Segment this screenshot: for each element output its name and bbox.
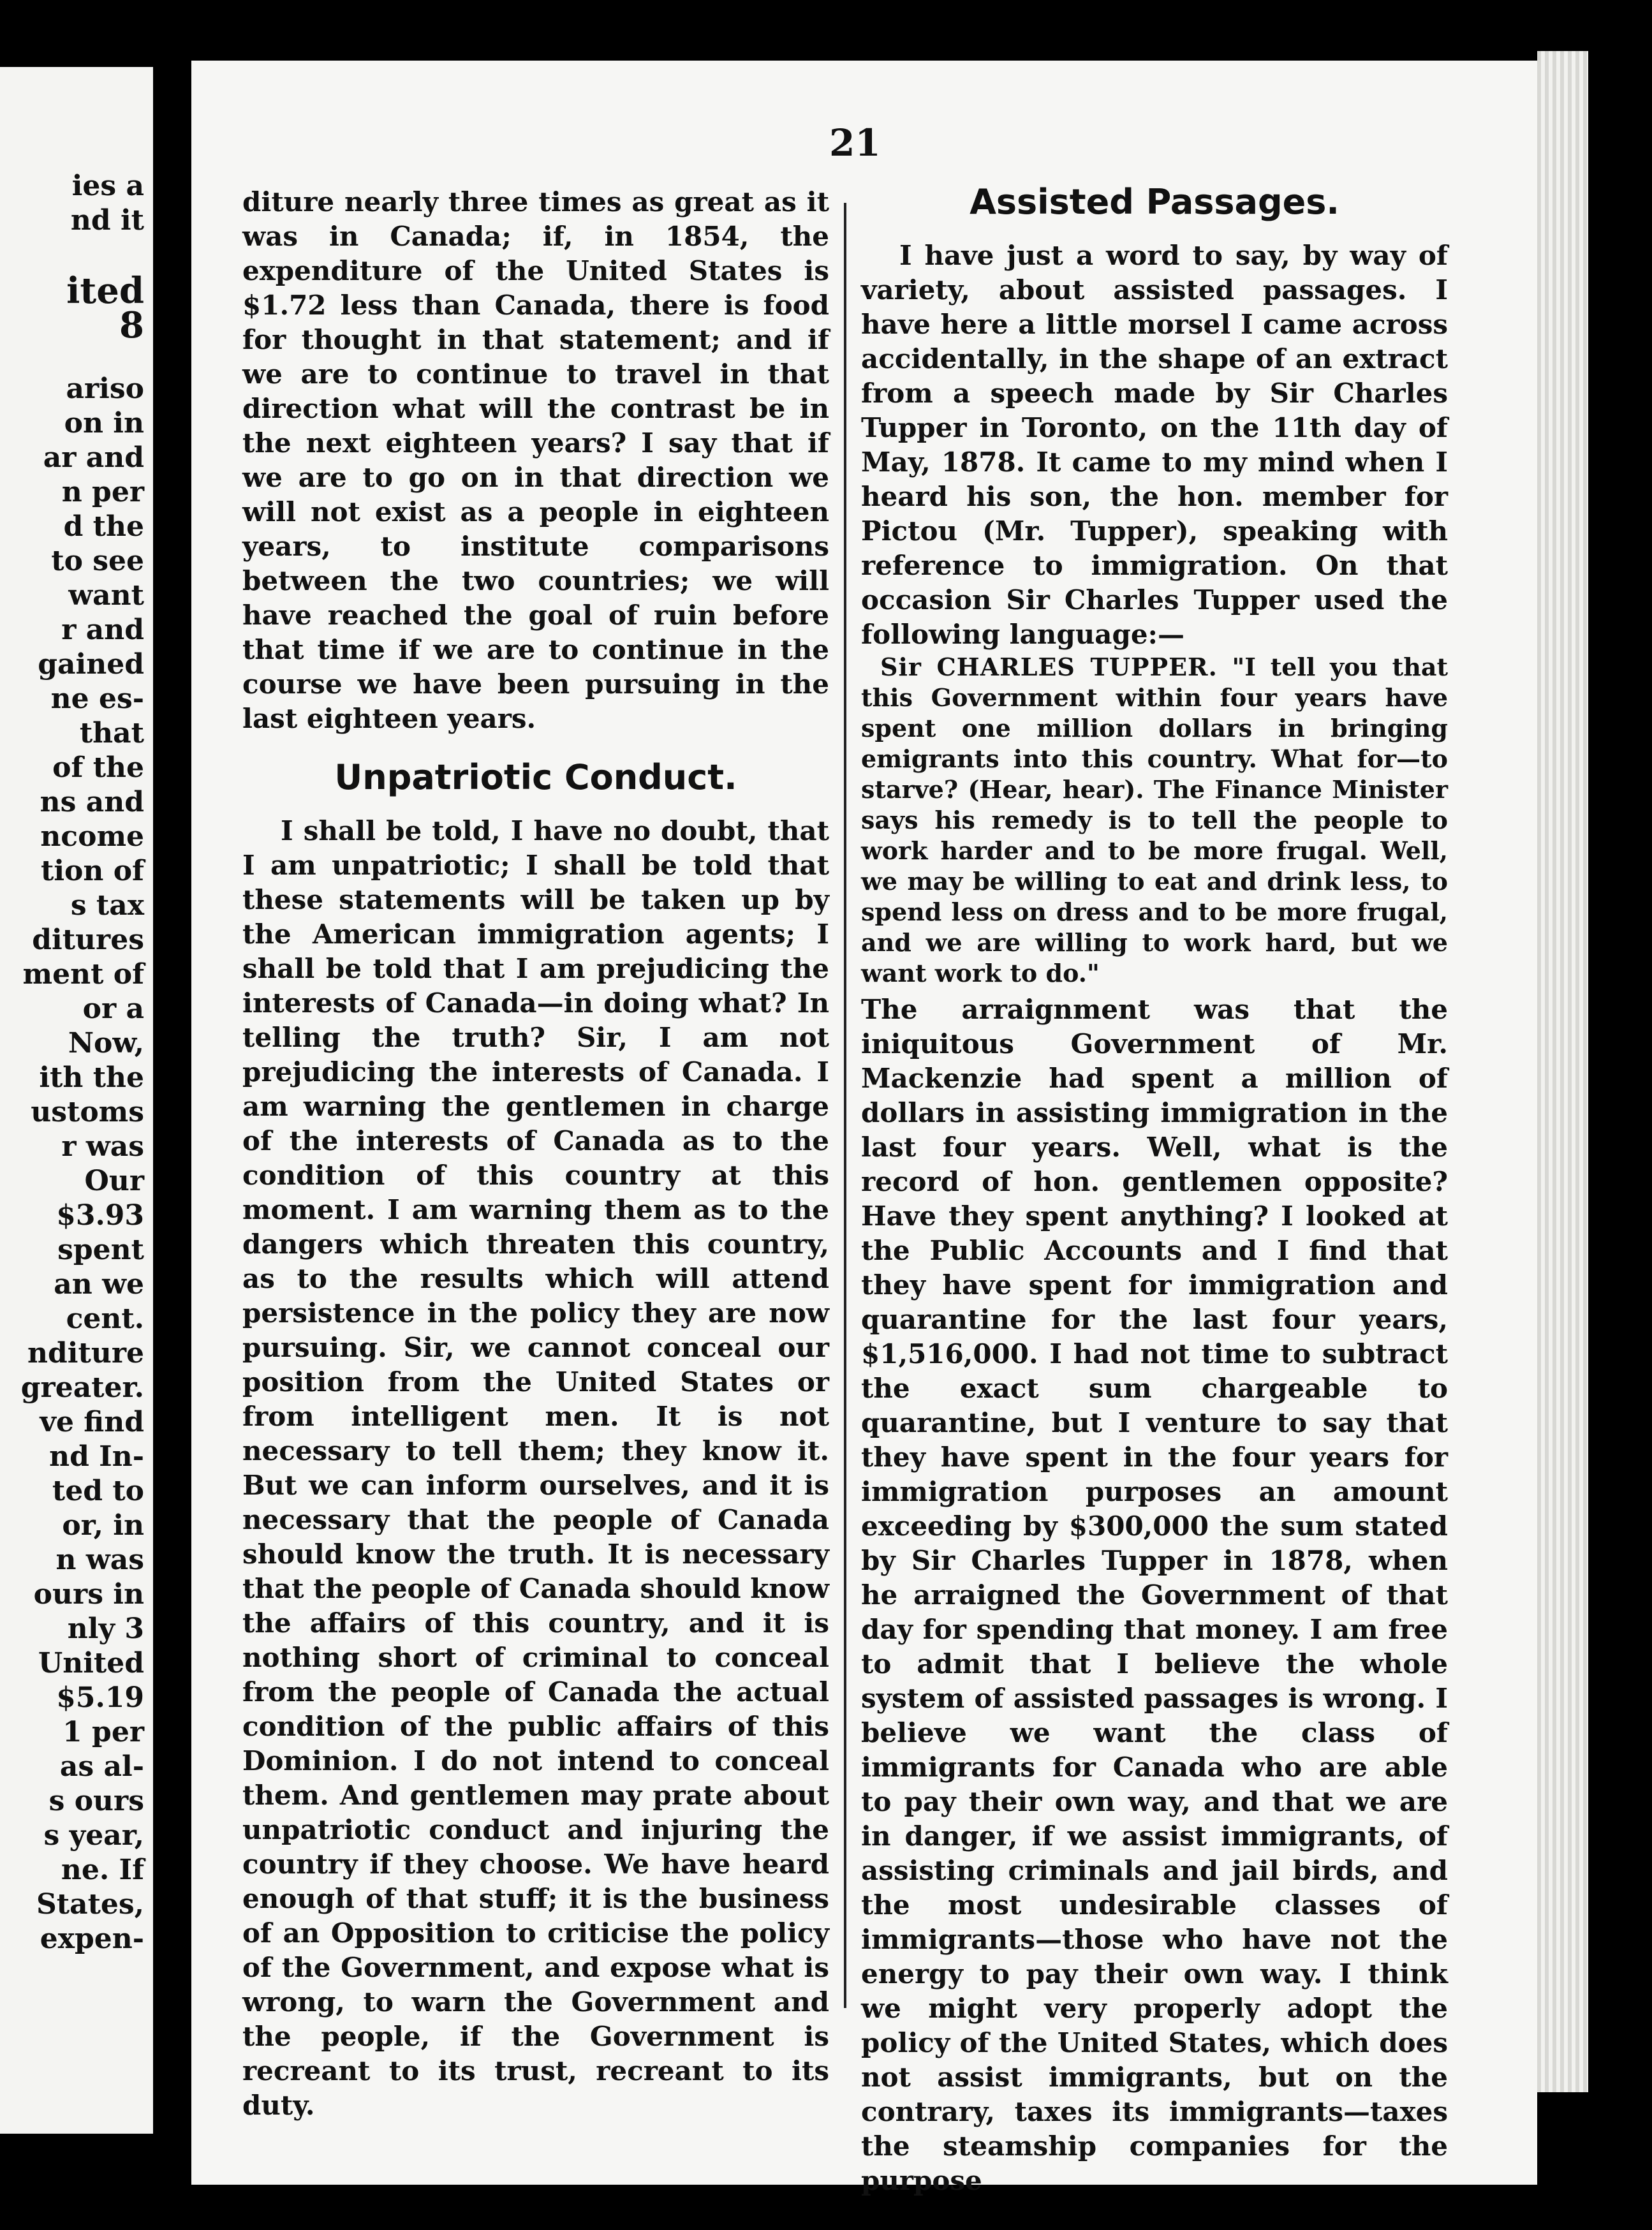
left-page-text-fragment: ustoms (31, 1096, 144, 1128)
left-page-text-fragment: ne. If (61, 1854, 144, 1886)
left-page-text-fragment: States, (36, 1888, 144, 1921)
left-page-text-fragment: ted to (52, 1475, 144, 1507)
section-heading-unpatriotic: Unpatriotic Conduct. (334, 757, 737, 797)
page-edges (1537, 51, 1588, 2092)
left-page-text-fragment: that (79, 717, 144, 749)
left-page-text-fragment: ve find (40, 1406, 144, 1438)
left-page-text-fragment: gained (38, 648, 144, 681)
column-divider (844, 203, 846, 2008)
left-page-text-fragment: Our (84, 1165, 144, 1197)
left-page-text-fragment: United (38, 1647, 144, 1680)
left-page-text-fragment: to see (51, 545, 144, 577)
left-page-text-fragment: ns and (40, 786, 144, 818)
left-page-text-fragment: ith the (39, 1061, 144, 1094)
paragraph-assisted-2: The arraignment was that the iniquitous Government of Mr. Mackenzie had spent a million of dollars in assisting immigration in the last four years. Well, what is the record of hon. gentlemen opposite? Have they spent anything? I looked at the Public Accounts and I find that they have spent for immigration and quarantine for the last four years, $1,516,000. I had not time to subtract the exact sum chargeable to quarantine, but I venture to say that they have spent in the four years for immigration purposes an amount exceeding by $300,000 the sum stated by Sir Charles Tupper in 1878, when he arraigned the Government of that day for spending that money. I am free to admit that I believe the whole system of assisted passages is wrong. I believe we want the class of immigrants for Canada who are able to pay their own way, and that we are in danger, if we assist immigrants, of assisting criminals and jail birds, and the most undesirable classes of immigrants—those who have not the energy to pay their own way. I think we might very properly adopt the policy of the United States, which does not assist immigrants, but on the contrary, taxes its immigrants—taxes the steamship companies for the purpose (861, 994, 1448, 2196)
left-page-text-fragment: cent. (66, 1303, 144, 1335)
left-page-text-fragment: ditures (32, 924, 144, 956)
left-page-text-fragment: d the (63, 510, 144, 543)
left-page-text-fragment: nd it (70, 204, 144, 237)
paragraph-assisted-1: I have just a word to say, by way of variety, about assisted passages. I have here a little morsel I came across accidentally, in the shape of an extract from a speech made by Sir Charles Tupper in Toronto, on the 11th day of May, 1878. It came to my mind when I heard his son, the hon. member for Pictou (Mr. Tupper), speaking with reference to immigration. On that occasion Sir Charles Tupper used the following language:— (861, 240, 1448, 650)
left-page-text-fragment: of the (52, 751, 144, 784)
left-page-text-fragment: 1 per (63, 1716, 144, 1748)
left-page-text-fragment: on in (64, 407, 144, 439)
quote-speaker: Sir CHARLES TUPPER. (880, 653, 1218, 681)
left-page-text-fragment: s year, (43, 1819, 144, 1852)
left-page-text-fragment: ncome (40, 820, 144, 853)
left-page-text-fragment: n was (55, 1544, 144, 1576)
left-page-text-fragment: ment of (22, 958, 144, 991)
left-page-text-fragment: $5.19 (56, 1681, 144, 1714)
left-page-text-fragment: nly 3 (67, 1613, 144, 1645)
left-page-text-fragment: s ours (48, 1785, 144, 1817)
page-number: 21 (829, 121, 881, 165)
left-page-text-fragment: ne es- (50, 683, 144, 715)
left-page-text-fragment: ited (66, 270, 144, 312)
left-page-text-fragment: an we (54, 1268, 144, 1301)
left-page-text-fragment: ies a (71, 170, 144, 202)
left-page-text-fragment: greater. (20, 1371, 144, 1404)
left-page-text-fragment: Now, (68, 1027, 144, 1060)
left-page-text-fragment: n per (61, 476, 144, 508)
left-page-text-fragment: spent (57, 1234, 144, 1266)
section-heading-assisted: Assisted Passages. (970, 182, 1339, 222)
left-page-text-fragment: or, in (62, 1509, 144, 1542)
left-page-fragment (0, 67, 153, 2134)
left-page-text-fragment: ar and (43, 441, 144, 474)
left-page-text-fragment: r and (61, 614, 144, 646)
left-page-text-fragment: expen- (40, 1923, 144, 1955)
left-page-text-fragment: or a (82, 993, 144, 1025)
opening-paragraph: diture nearly three times as great as it was in Canada; if, in 1854, the expenditure of the United States is $1.72 less than Canada, there is food for thought in that statement; and if we are to continue to travel in that direction what will the contrast be in the next eighteen years? I say that if we are to go on in that direction we will not exist as a people in eighteen years, to institute comparisons between the two countries; we will have reached the goal of ruin before that time if we are to continue in the course we have been pursuing in the last eighteen years. (242, 186, 829, 734)
right-column (861, 182, 1448, 2198)
left-page-text-fragment: s tax (70, 889, 144, 922)
left-page-text-fragment: $3.93 (56, 1199, 144, 1232)
left-page-text-fragment: 8 (119, 304, 144, 346)
left-page-text-fragment: as al- (59, 1750, 144, 1783)
tupper-quote (861, 652, 1448, 989)
left-page-text-fragment: nditure (27, 1337, 144, 1370)
left-page-text-fragment: want (68, 579, 144, 612)
left-page-text-fragment: tion of (41, 855, 144, 887)
left-page-text-fragment: ariso (66, 373, 144, 405)
left-column (242, 185, 829, 2123)
left-page-text-fragment: ours in (33, 1578, 144, 1611)
left-page-text-fragment: nd In- (49, 1440, 144, 1473)
left-page-text-fragment: r was (61, 1130, 144, 1163)
paragraph-unpatriotic: I shall be told, I have no doubt, that I am unpatriotic; I shall be told that these statements will be taken up by the American immigration agents; I shall be told that I am prejudicing the interests of Canada—in doing what? In telling the truth? Sir, I am not prejudicing the interests of Canada. I am warning the gentlemen in charge of the interests of Canada as to the condition of this country at this moment. I am warning them as to the dangers which threaten this country, as to the results which will attend persistence in the policy they are now pursuing. Sir, we cannot conceal our position from the United States or from intelligent men. It is not necessary to tell them; they know it. But we can inform ourselves, and it is necessary that the people of Canada should know the truth. It is necessary that the people of Canada should know the affairs of this country, and it is nothing short of criminal to conceal from the people of Canada the actual condition of the public affairs of this Dominion. I do not intend to conceal them. And gentlemen may prate about unpatriotic conduct and injuring the country if they choose. We have heard enough of that stuff; it is the business of an Opposition to criticise the policy of the Government, and expose what is wrong, to warn the Government and the people, if the Government is recreant to its trust, recreant to its duty. (242, 815, 830, 2121)
quote-text: "I tell you that this Government within four years have spent one million dollars in bringing emigrants into this country. What for—to starve? (Hear, hear). The Finance Minister says his remedy is to tell the people to work harder and to be more frugal. Well, we may be willing to eat and drink less, to spend less on dress and to be more frugal, and we are willing to work hard, but we want work to do." (861, 653, 1448, 987)
